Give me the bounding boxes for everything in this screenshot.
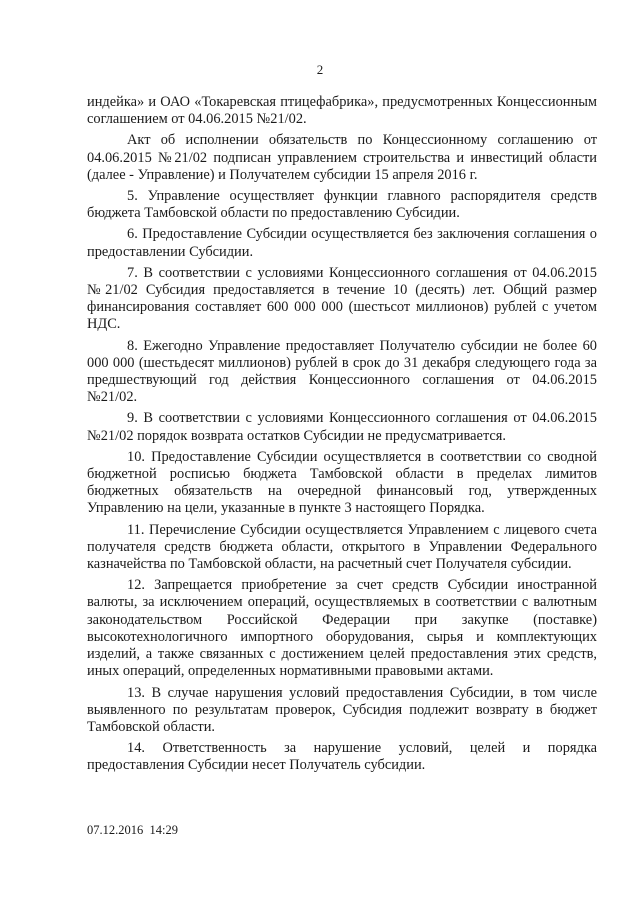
document-body [87, 94, 597, 779]
paragraph-12: 12. Запрещается приобретение за счет средств Субсидии иностранной валюты, за исключением операций, осуществляемых в соответствии с валютным законодательством Российской Федерации при закупке (поставке) высокотехнологичного импортного оборудования, сырья и комплектующих изделий, а также связанных с достижением целей предоставления этих средств, иных операций, определенных нормативными правовыми актами. [87, 577, 597, 680]
paragraph-act: Акт об исполнении обязательств по Концессионному соглашению от 04.06.2015 №21/02 подписан управлением строительства и инвестиций области (далее - Управление) и Получателем субсидии 15 апреля 2016 г. [87, 132, 597, 183]
paragraph-9: 9. В соответствии с условиями Концессионного соглашения от 04.06.2015 №21/02 порядок возврата остатков Субсидии не предусматривается. [87, 410, 597, 444]
paragraph-8: 8. Ежегодно Управление предоставляет Получателю субсидии не более 60 000 000 (шестьдесят миллионов) рублей в срок до 31 декабря следующего года за предшествующий год действия Концессионного соглашения от 04.06.2015 №21/02. [87, 337, 597, 406]
paragraph-10: 10. Предоставление Субсидии осуществляется в соответствии со сводной бюджетной росписью бюджета Тамбовской области в пределах лимитов бюджетных обязательств на очередной финансовый год, утвержденных Управлению на цели, указанные в пункте 3 настоящего Порядка. [87, 448, 597, 517]
paragraph-7: 7. В соответствии с условиями Концессионного соглашения от 04.06.2015 №21/02 Субсидия предоставляется в течение 10 (десять) лет. Общий размер финансирования составляет 600 000 000 (шестьсот миллионов) рублей с учетом НДС. [87, 264, 597, 333]
paragraph-14: 14. Ответственность за нарушение условий, целей и порядка предоставления Субсидии несет Получатель субсидии. [87, 740, 597, 774]
paragraph-5: 5. Управление осуществляет функции главного распорядителя средств бюджета Тамбовской области по предоставлению Субсидии. [87, 188, 597, 222]
paragraph-6: 6. Предоставление Субсидии осуществляется без заключения соглашения о предоставлении Субсидии. [87, 226, 597, 260]
paragraph-continuation: индейка» и ОАО «Токаревская птицефабрика», предусмотренных Концессионным соглашением от 04.06.2015 №21/02. [87, 94, 597, 128]
paragraph-13: 13. В случае нарушения условий предоставления Субсидии, в том числе выявленного по результатам проверок, Субсидия подлежит возврату в бюджет Тамбовской области. [87, 684, 597, 735]
footer-timestamp: 07.12.2016 14:29 [87, 823, 178, 837]
page-number: 2 [316, 62, 324, 77]
paragraph-11: 11. Перечисление Субсидии осуществляется Управлением с лицевого счета получателя средств бюджета области, открытого в Управлении Федерального казначейства по Тамбовской области, на расчетный счет Получателя субсидии. [87, 521, 597, 573]
